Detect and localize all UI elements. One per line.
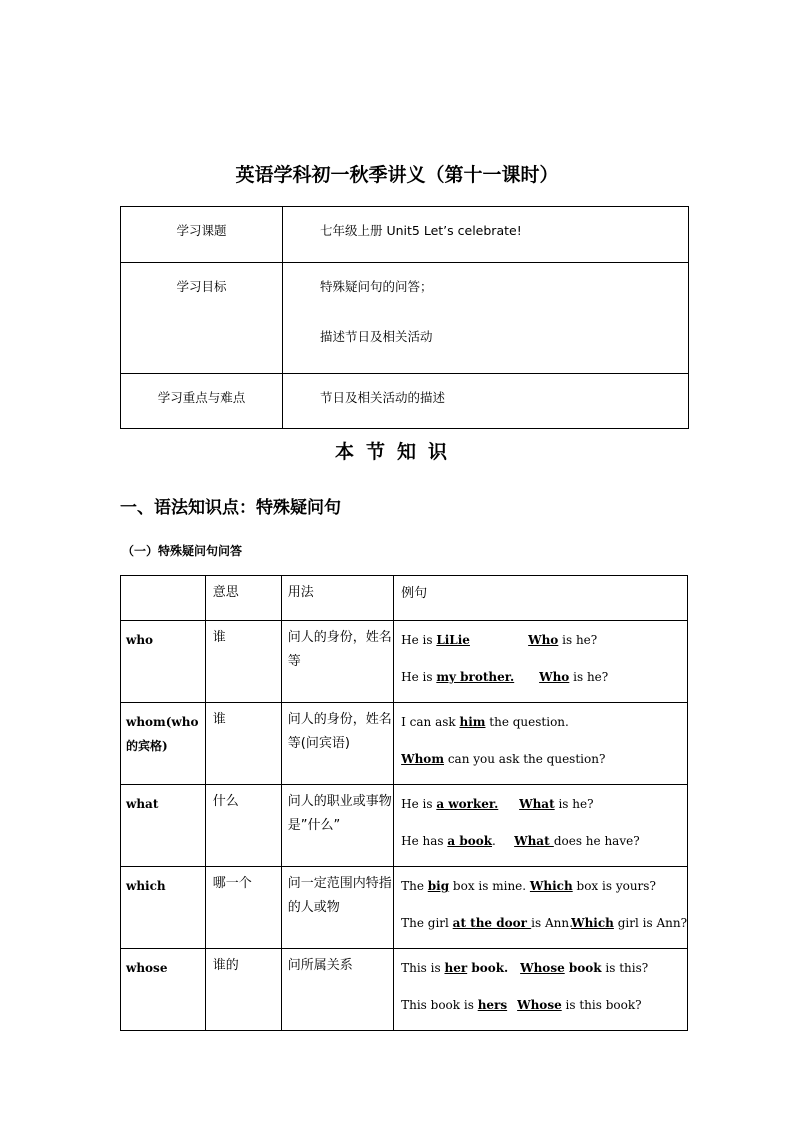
example-question-word: Which: [571, 916, 614, 930]
example-question-word: Who: [539, 670, 570, 684]
example-text: the question.: [485, 715, 569, 729]
example-text: is Ann.: [531, 916, 573, 930]
info-value-line: 节日及相关活动的描述: [320, 390, 446, 405]
example-text: is this?: [601, 961, 649, 975]
example-sentence: [401, 746, 687, 783]
word-usage: 问人的身份，姓名等(问宾语): [281, 703, 393, 785]
example-sentence: [401, 955, 687, 992]
example-answer: my brother.: [436, 670, 515, 684]
question-words-table: [120, 575, 688, 1031]
question-word: whose: [121, 949, 206, 1031]
word-meaning: 谁: [205, 621, 281, 703]
word-meaning: 哪一个: [205, 867, 281, 949]
header-cell: 例句: [394, 576, 688, 621]
example-text: can you ask the question?: [444, 752, 606, 766]
example-text: He is: [401, 797, 437, 811]
info-row: [121, 374, 689, 429]
example-answer: him: [459, 715, 486, 729]
example-question-word: Whose: [517, 998, 562, 1012]
example-text: He is: [401, 633, 437, 647]
example-text: girl is Ann?: [613, 916, 687, 930]
info-value: [283, 207, 689, 263]
example-question-word: Whose: [520, 961, 565, 975]
example-sentence: [401, 828, 687, 865]
example-text: .: [492, 834, 496, 848]
example-answer: a worker.: [436, 797, 499, 811]
example-answer: her: [444, 961, 468, 975]
header-cell: 用法: [281, 576, 393, 621]
example-cell: [394, 785, 688, 867]
info-key: 学习重点与难点: [121, 374, 283, 429]
heading-subsection: （一）特殊疑问句问答: [122, 544, 243, 558]
example-text: is he?: [569, 670, 609, 684]
question-word: which: [121, 867, 206, 949]
example-cell: [394, 621, 688, 703]
example-text: The: [401, 879, 428, 893]
lesson-info-table: [120, 206, 689, 429]
example-sentence: [401, 627, 687, 664]
word-meaning: 谁: [205, 703, 281, 785]
example-text: The girl: [401, 916, 453, 930]
table-row: [121, 703, 688, 785]
word-meaning: 谁的: [205, 949, 281, 1031]
info-value-line: 特殊疑问句的问答；: [320, 279, 433, 294]
example-text: does he have?: [553, 834, 640, 848]
example-text: This is: [401, 961, 445, 975]
example-sentence: [401, 992, 687, 1029]
table-row: [121, 867, 688, 949]
table-row: [121, 785, 688, 867]
example-answer: at the door: [452, 916, 532, 930]
example-text: I can ask: [401, 715, 460, 729]
info-key: 学习目标: [121, 263, 283, 374]
example-question-word: What: [519, 797, 555, 811]
example-text: is he?: [558, 633, 598, 647]
heading-grammar: 一、语法知识点：特殊疑问句: [120, 498, 341, 518]
example-answer: hers: [477, 998, 508, 1012]
info-value-line: 七年级上册 Unit5 Let’s celebrate!: [320, 223, 522, 238]
example-text: He has: [401, 834, 448, 848]
header-cell: [121, 576, 206, 621]
example-sentence: [401, 709, 687, 746]
example-sentence: [401, 910, 687, 947]
table-header-row: [121, 576, 688, 621]
example-question-word: Who: [528, 633, 559, 647]
example-text: book: [564, 961, 602, 975]
example-question-word: Which: [529, 879, 573, 893]
example-cell: [394, 703, 688, 785]
word-usage: 问一定范围内特指的人或物: [281, 867, 393, 949]
example-text: book.: [467, 961, 509, 975]
example-sentence: [401, 791, 687, 828]
example-question-word: What: [514, 834, 554, 848]
example-cell: [394, 867, 688, 949]
word-usage: 问人的身份，姓名等: [281, 621, 393, 703]
word-meaning: 什么: [205, 785, 281, 867]
info-value: [283, 263, 689, 374]
example-sentence: [401, 873, 687, 910]
example-text: He is: [401, 670, 437, 684]
info-row: [121, 207, 689, 263]
table-row: [121, 621, 688, 703]
example-question-word: Whom: [401, 752, 445, 766]
question-word: whom(who的宾格): [121, 703, 206, 785]
table-row: [121, 949, 688, 1031]
example-cell: [394, 949, 688, 1031]
example-sentence: [401, 664, 687, 701]
section-title: 本节知识: [334, 441, 459, 463]
example-answer: big: [427, 879, 450, 893]
question-word: who: [121, 621, 206, 703]
example-text: box is mine.: [449, 879, 530, 893]
header-cell: 意思: [205, 576, 281, 621]
info-value: [283, 374, 689, 429]
word-usage: 问所属关系: [281, 949, 393, 1031]
example-answer: LiLie: [436, 633, 470, 647]
example-text: box is yours?: [572, 879, 656, 893]
example-text: is he?: [554, 797, 594, 811]
question-word: what: [121, 785, 206, 867]
example-text: This book is: [401, 998, 478, 1012]
document-title: 英语学科初一秋季讲义（第十一课时）: [235, 164, 559, 186]
word-usage: 问人的职业或事物是”什么”: [281, 785, 393, 867]
info-key: 学习课题: [121, 207, 283, 263]
info-value-line: 描述节日及相关活动: [320, 329, 433, 344]
example-answer: a book: [447, 834, 493, 848]
info-row: [121, 263, 689, 374]
example-text: is this book?: [561, 998, 642, 1012]
